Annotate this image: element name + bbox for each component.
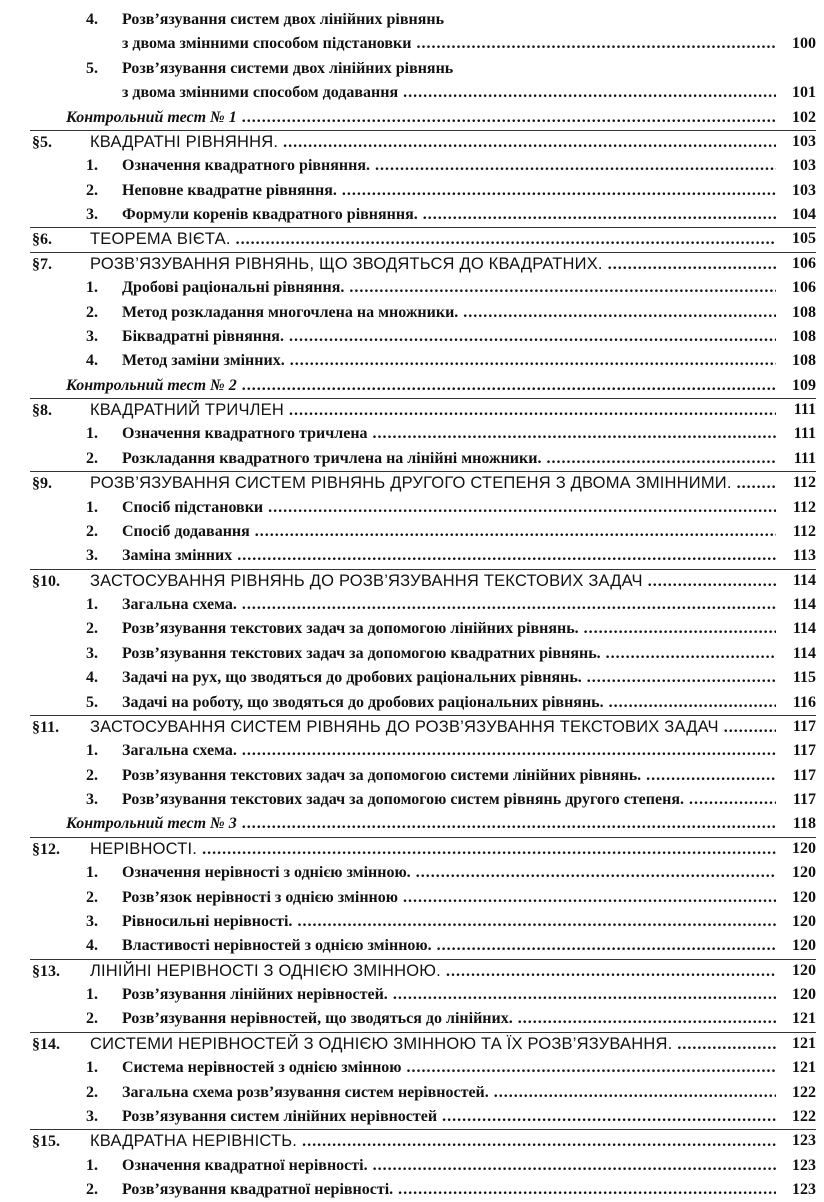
toc-entry-number: 1. — [86, 742, 98, 760]
toc-section-row — [0, 715, 824, 739]
toc-page-number: 117 — [792, 717, 816, 735]
toc-entry-row — [0, 276, 824, 300]
toc-entry-title: Спосіб підстановки — [122, 498, 264, 516]
toc-entry-text — [0, 888, 776, 908]
toc-entry-number: 1. — [86, 498, 98, 516]
toc-entry-text — [0, 693, 776, 713]
toc-entry-title: Означення квадратної нерівності. — [122, 1156, 368, 1174]
toc-entry-number: 2. — [86, 181, 98, 199]
toc-entry-text — [0, 814, 776, 834]
toc-entry-text — [0, 839, 776, 860]
toc-entry-row — [0, 691, 824, 715]
toc-entry-row — [0, 520, 824, 544]
toc-entry-text — [0, 156, 776, 176]
toc-entry-text — [0, 1034, 776, 1055]
toc-entry-number: 5. — [86, 693, 98, 711]
toc-entry-row — [0, 57, 824, 81]
toc-entry-row — [0, 1178, 824, 1202]
toc-entry-title: Контрольний тест № 2 — [66, 376, 237, 394]
toc-entry-text — [0, 619, 776, 639]
toc-entry-title: ЗАСТОСУВАННЯ РІВНЯНЬ ДО РОЗВ’ЯЗУВАННЯ ТЕКСТОВИХ ЗАДАЧ — [90, 571, 643, 590]
toc-section-row — [0, 398, 824, 422]
toc-entry-number: 3. — [86, 791, 98, 808]
toc-entry-text — [0, 1009, 776, 1029]
toc-page-number: 109 — [792, 376, 816, 394]
toc-entry-number: 1. — [86, 596, 98, 613]
toc-page-number: 123 — [792, 1156, 816, 1174]
toc-entry-text — [0, 181, 776, 201]
toc-entry-number: 1. — [86, 1059, 98, 1077]
toc-page-number: 108 — [792, 352, 816, 370]
toc-page-number: 121 — [792, 1034, 816, 1052]
toc-entry-row — [0, 886, 824, 910]
toc-entry-number: §14. — [32, 1035, 60, 1053]
toc-entry-title: Розв’язування систем двох лінійних рівнянь — [122, 11, 445, 28]
toc-section-row — [0, 959, 824, 983]
toc-entry-number: §12. — [32, 840, 60, 858]
toc-entry-number: 1. — [86, 425, 98, 443]
toc-entry-title: з двома змінними способом додавання — [122, 84, 399, 102]
toc-entry-text — [0, 571, 776, 592]
toc-section-row — [0, 252, 824, 276]
toc-entry-title: Розв’язування нерівностей, що зводяться до лінійних. — [122, 1010, 513, 1028]
toc-entry-row — [0, 349, 824, 373]
toc-entry-text — [0, 1156, 776, 1176]
toc-entry-text — [0, 303, 776, 323]
toc-page-number: 120 — [792, 937, 816, 955]
toc-page-number: 117 — [792, 766, 816, 784]
toc-section-row — [0, 569, 824, 593]
toc-entry-title: РОЗВ’ЯЗУВАННЯ РІВНЯНЬ, ЩО ЗВОДЯТЬСЯ ДО КВАДРАТНИХ. — [90, 254, 603, 273]
toc-entry-title: Розв’язування квадратної нерівності. — [122, 1181, 394, 1198]
toc-section-row — [0, 1032, 824, 1056]
toc-entry-number: 4. — [86, 937, 98, 955]
toc-entry-number: 1. — [86, 986, 98, 1003]
toc-page-number: 104 — [792, 206, 816, 223]
toc-section-row — [0, 227, 824, 251]
toc-section-row — [0, 471, 824, 495]
toc-entry-number: 2. — [86, 1010, 98, 1028]
toc-entry-number: 3. — [86, 547, 98, 565]
toc-entry-title: КВАДРАТНА НЕРІВНІСТЬ. — [90, 1132, 298, 1151]
toc-page-number: 111 — [793, 449, 816, 467]
toc-entry-number: 2. — [86, 888, 98, 906]
toc-entry-text — [0, 205, 776, 225]
toc-entry-row — [0, 642, 824, 666]
toc-page-number: 111 — [793, 425, 816, 443]
toc-page-number: 120 — [792, 961, 816, 979]
toc-entry-number: §7. — [32, 255, 52, 273]
toc-entry-row — [0, 934, 824, 958]
toc-entry-title: КВАДРАТНИЙ ТРИЧЛЕН — [90, 401, 285, 419]
toc-entry-title: Розв’язування текстових задач за допомогою квадратних рівнянь. — [122, 644, 601, 662]
toc-entry-title: Розв’язування систем лінійних нерівностей — [122, 1107, 438, 1125]
toc-entry-title: Контрольний тест № 3 — [66, 815, 237, 833]
toc-entry-title: Розв’язування системи двох лінійних рівнянь — [122, 59, 454, 77]
toc-entry-title: СИСТЕМИ НЕРІВНОСТЕЙ З ОДНІЄЮ ЗМІННОЮ ТА ЇХ РОЗВ’ЯЗУВАННЯ. — [90, 1034, 673, 1053]
toc-entry-number: §13. — [32, 962, 60, 980]
toc-entry-number: 3. — [86, 644, 98, 662]
toc-test-row — [0, 374, 824, 398]
toc-page-number: 108 — [792, 303, 816, 321]
toc-page-number: 102 — [792, 108, 816, 126]
toc-entry-text — [0, 473, 776, 494]
toc-entry-title: Спосіб додавання — [122, 522, 250, 540]
toc-entry-text — [0, 424, 776, 444]
toc-entry-row — [0, 739, 824, 763]
toc-entry-text — [0, 254, 776, 275]
toc-entry-row — [0, 32, 824, 56]
toc-page-number: 100 — [792, 35, 816, 53]
toc-entry-title: Заміна змінних — [122, 547, 233, 565]
toc-entry-text — [0, 278, 776, 298]
toc-entry-title: ТЕОРЕМА ВІЄТА. — [90, 230, 231, 249]
toc-page-number: 101 — [792, 84, 816, 102]
toc-entry-text — [0, 351, 776, 371]
toc-entry-title: Неповне квадратне рівняння. — [122, 181, 337, 199]
toc-entry-number: §5. — [32, 133, 52, 151]
toc-entry-title: Система нерівностей з однією змінною — [122, 1059, 402, 1077]
toc-page-number: 108 — [792, 327, 816, 345]
toc-entry-text — [0, 912, 776, 932]
toc-page-number: 103 — [792, 157, 816, 175]
toc-page-number: 120 — [792, 912, 816, 930]
toc-entry-row — [0, 544, 824, 568]
toc-entry-row — [0, 301, 824, 325]
table-of-contents — [0, 8, 824, 1202]
toc-page-number: 120 — [792, 864, 816, 882]
toc-entry-text — [0, 10, 824, 30]
toc-entry-number: 3. — [86, 912, 98, 930]
toc-entry-row — [0, 496, 824, 520]
toc-page-number: 115 — [792, 669, 816, 687]
toc-entry-row — [0, 1056, 824, 1080]
toc-page-number: 123 — [792, 1132, 816, 1150]
toc-entry-number: 2. — [86, 522, 98, 540]
toc-entry-row — [0, 81, 824, 105]
toc-page-number: 123 — [792, 1181, 816, 1198]
toc-entry-text — [0, 717, 776, 738]
toc-entry-text — [0, 1107, 776, 1127]
toc-entry-number: 4. — [86, 352, 98, 370]
toc-entry-text — [0, 863, 776, 883]
toc-test-row — [0, 106, 824, 130]
toc-entry-title: Задачі на рух, що зводяться до дробових раціональних рівнянь. — [122, 669, 582, 687]
toc-entry-number: §9. — [32, 475, 52, 493]
toc-entry-text — [0, 327, 776, 347]
toc-entry-title: Розв’язування текстових задач за допомогою систем рівнянь другого степеня. — [122, 791, 684, 808]
toc-entry-text — [0, 522, 776, 542]
toc-page-number: 112 — [792, 474, 816, 492]
toc-entry-title: Загальна схема розв’язування систем нерівностей. — [122, 1083, 489, 1101]
toc-page-number: 112 — [792, 498, 816, 516]
toc-entry-text — [0, 449, 776, 469]
toc-page-number: 113 — [792, 547, 816, 565]
toc-page-number: 106 — [792, 254, 816, 272]
toc-entry-number: 1. — [86, 1156, 98, 1174]
toc-entry-title: Контрольний тест № 1 — [66, 108, 237, 126]
toc-entry-title: Розв’язування текстових задач за допомогою системи лінійних рівнянь. — [122, 766, 642, 784]
toc-entry-title: Означення нерівності з однією змінною. — [122, 864, 411, 882]
toc-entry-title: Біквадратні рівняння. — [122, 327, 284, 345]
toc-entry-row — [0, 910, 824, 934]
toc-entry-text — [0, 766, 776, 786]
toc-entry-text — [0, 1180, 776, 1200]
toc-entry-row — [0, 983, 824, 1007]
toc-entry-row — [0, 617, 824, 641]
toc-entry-text — [0, 59, 824, 79]
toc-entry-text — [0, 498, 776, 518]
toc-entry-row — [0, 666, 824, 690]
toc-entry-text — [0, 376, 776, 396]
toc-entry-number: 2. — [86, 766, 98, 784]
toc-entry-row — [0, 1007, 824, 1031]
toc-entry-row — [0, 203, 824, 227]
toc-entry-row — [0, 764, 824, 788]
toc-entry-text — [0, 1131, 776, 1152]
toc-entry-text — [0, 400, 776, 421]
toc-page-number: 118 — [792, 815, 816, 833]
toc-entry-title: Рівносильні нерівності. — [122, 912, 293, 930]
toc-page-number: 117 — [792, 742, 816, 760]
toc-entry-number: 1. — [86, 864, 98, 882]
toc-page-number: 105 — [792, 230, 816, 248]
toc-entry-text — [0, 595, 776, 615]
toc-entry-text — [0, 790, 776, 810]
toc-entry-text — [0, 1083, 776, 1103]
toc-entry-row — [0, 154, 824, 178]
toc-entry-text — [0, 546, 776, 566]
toc-page-number: 114 — [792, 596, 816, 613]
toc-entry-text — [0, 34, 776, 54]
toc-entry-title: Означення квадратного рівняння. — [122, 157, 371, 175]
toc-entry-number: §11. — [32, 718, 60, 736]
toc-entry-number: 4. — [86, 11, 98, 28]
toc-entry-row — [0, 788, 824, 812]
toc-entry-number: 3. — [86, 327, 98, 345]
toc-entry-title: РОЗВ’ЯЗУВАННЯ СИСТЕМ РІВНЯНЬ ДРУГОГО СТЕПЕНЯ З ДВОМА ЗМІННИМИ. — [90, 474, 732, 493]
toc-page-number: 116 — [792, 693, 816, 711]
toc-section-row — [0, 837, 824, 861]
toc-page-number: 120 — [792, 986, 816, 1003]
toc-entry-number: 2. — [86, 449, 98, 467]
toc-page-number: 111 — [793, 401, 816, 418]
toc-entry-row — [0, 447, 824, 471]
toc-entry-text — [0, 961, 776, 982]
toc-entry-number: 5. — [86, 59, 98, 77]
toc-page-number: 112 — [792, 522, 816, 540]
toc-entry-number: 3. — [86, 206, 98, 223]
toc-entry-title: Означення квадратного тричлена — [122, 425, 368, 443]
toc-entry-text — [0, 108, 776, 128]
toc-entry-text — [0, 1058, 776, 1078]
toc-entry-title: Розв’язок нерівності з однією змінною — [122, 888, 398, 906]
toc-test-row — [0, 812, 824, 836]
toc-entry-title: КВАДРАТНІ РІВНЯННЯ. — [90, 132, 279, 151]
toc-entry-title: Загальна схема. — [122, 596, 237, 613]
toc-page-number: 106 — [792, 279, 816, 297]
toc-entry-row — [0, 179, 824, 203]
toc-entry-text — [0, 668, 776, 688]
toc-entry-text — [0, 985, 776, 1005]
toc-entry-title: з двома змінними способом підстановки — [122, 35, 412, 53]
toc-entry-title: Розв’язування лінійних нерівностей. — [122, 986, 388, 1003]
toc-page-number: 114 — [792, 571, 816, 589]
toc-entry-text — [0, 132, 776, 153]
toc-entry-number: 2. — [86, 620, 98, 638]
toc-entry-row — [0, 422, 824, 446]
toc-page-number: 120 — [792, 839, 816, 857]
toc-page-number: 121 — [792, 1059, 816, 1077]
toc-entry-number: 2. — [86, 1083, 98, 1101]
toc-entry-number: §8. — [32, 402, 52, 419]
toc-entry-title: Загальна схема. — [122, 742, 237, 760]
toc-entry-row — [0, 1081, 824, 1105]
toc-entry-title: Розв’язування текстових задач за допомогою лінійних рівнянь. — [122, 620, 579, 638]
toc-entry-row — [0, 593, 824, 617]
toc-entry-title: ЛІНІЙНІ НЕРІВНОСТІ З ОДНІЄЮ ЗМІННОЮ. — [90, 961, 441, 980]
toc-page-number: 114 — [792, 620, 816, 638]
toc-entry-text — [0, 229, 776, 250]
toc-entry-number: §15. — [32, 1133, 60, 1151]
toc-page-number: 120 — [792, 888, 816, 906]
toc-page-number: 103 — [792, 132, 816, 150]
toc-entry-title: Метод заміни змінних. — [122, 352, 285, 370]
toc-page-number: 122 — [792, 1083, 816, 1101]
toc-entry-title: Задачі на роботу, що зводяться до дробових раціональних рівнянь. — [122, 693, 604, 711]
toc-entry-title: Дробові раціональні рівняння. — [122, 279, 345, 297]
toc-entry-number: 4. — [86, 669, 98, 687]
toc-entry-number: §10. — [32, 572, 60, 590]
toc-entry-title: ЗАСТОСУВАННЯ СИСТЕМ РІВНЯНЬ ДО РОЗВ’ЯЗУВАННЯ ТЕКСТОВИХ ЗАДАЧ — [90, 717, 719, 736]
toc-entry-title: НЕРІВНОСТІ. — [90, 839, 198, 858]
toc-entry-text — [0, 936, 776, 956]
toc-entry-row — [0, 8, 824, 32]
toc-entry-title: Розкладання квадратного тричлена на лінійні множники. — [122, 449, 542, 467]
toc-entry-row — [0, 1105, 824, 1129]
toc-entry-title: Метод розкладання многочлена на множники. — [122, 303, 459, 321]
toc-entry-number: 2. — [86, 303, 98, 321]
toc-entry-title: Властивості нерівностей з однією змінною. — [122, 937, 432, 955]
toc-page-number: 103 — [792, 181, 816, 199]
toc-entry-text — [0, 644, 776, 664]
toc-entry-number: 3. — [86, 1107, 98, 1125]
toc-entry-number: 2. — [86, 1181, 98, 1198]
toc-entry-number: 1. — [86, 157, 98, 175]
toc-entry-row — [0, 325, 824, 349]
toc-section-row — [0, 130, 824, 154]
toc-entry-text — [0, 741, 776, 761]
toc-page-number: 121 — [792, 1010, 816, 1028]
toc-section-row — [0, 1129, 824, 1153]
toc-page-number: 117 — [792, 791, 816, 808]
toc-page-number: 114 — [792, 644, 816, 662]
toc-entry-row — [0, 1154, 824, 1178]
toc-entry-text — [0, 83, 776, 103]
toc-entry-title: Формули коренів квадратного рівняння. — [122, 206, 418, 223]
toc-entry-number: §6. — [32, 231, 52, 249]
toc-entry-number: 1. — [86, 279, 98, 297]
toc-entry-row — [0, 861, 824, 885]
toc-page-number: 122 — [792, 1107, 816, 1125]
